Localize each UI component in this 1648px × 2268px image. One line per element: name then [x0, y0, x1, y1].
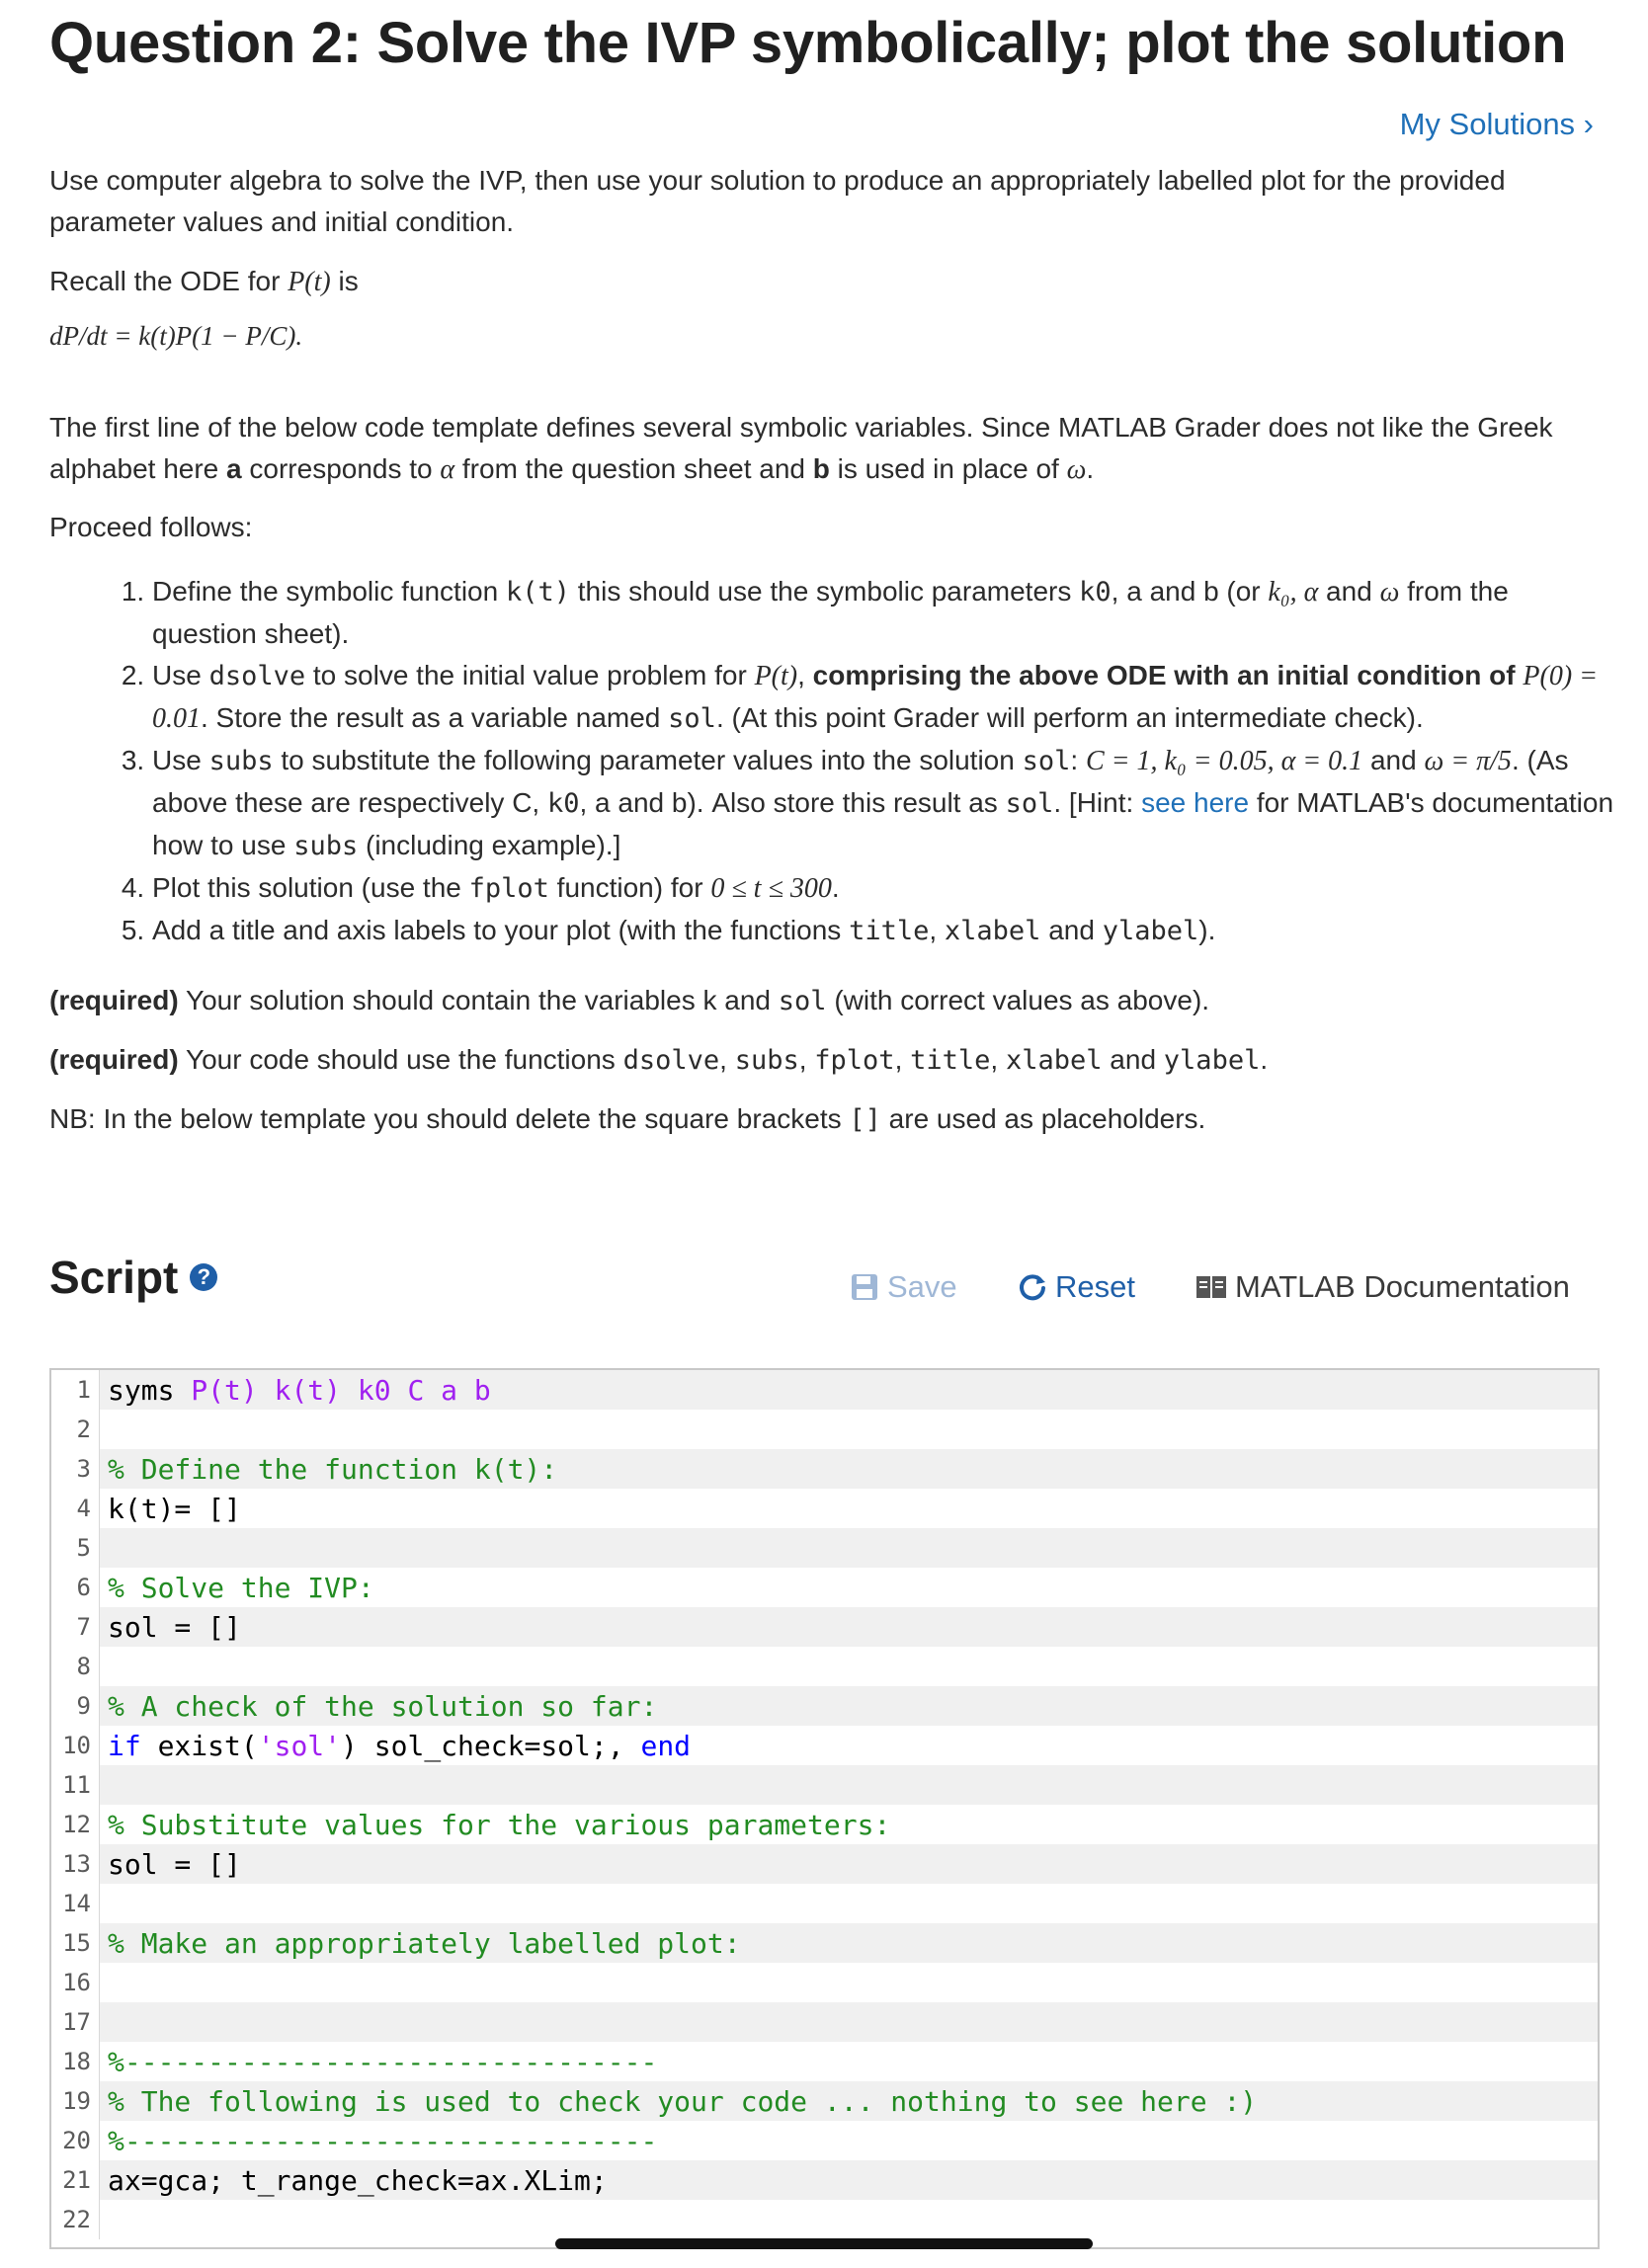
- reset-arrow-icon: [1018, 1272, 1047, 1302]
- code-text[interactable]: [100, 1927, 741, 1960]
- code-line[interactable]: [51, 1726, 1598, 1765]
- code-line[interactable]: [51, 1607, 1598, 1647]
- line-number: 7: [51, 1607, 100, 1647]
- code-token: 'sol': [257, 1729, 342, 1762]
- recall-suffix: is: [330, 266, 359, 296]
- reset-label: Reset: [1055, 1269, 1135, 1304]
- code-text[interactable]: [100, 2125, 657, 2157]
- scroll-indicator: [555, 2238, 1093, 2249]
- code-token: end: [640, 1729, 692, 1762]
- step-1: 1. Define the symbolic function k(t) this should use the symbolic parameters k0, a and b (or k₀, α and ω from the question sheet).: [152, 571, 1614, 655]
- code-line[interactable]: [51, 1647, 1598, 1686]
- code-line[interactable]: [51, 2042, 1598, 2081]
- greek-note-text: corresponds to: [241, 453, 441, 484]
- see-here-link[interactable]: see here: [1141, 787, 1250, 818]
- line-number: 9: [51, 1686, 100, 1726]
- line-number: 11: [51, 1765, 100, 1805]
- code-token: % Define the function k(t):: [108, 1452, 558, 1486]
- code-editor[interactable]: [49, 1368, 1600, 2249]
- greek-note: [49, 407, 1591, 491]
- code-token: % The following is used to check your code ... nothing to see here :): [108, 2084, 1258, 2118]
- code-line[interactable]: [51, 2200, 1598, 2239]
- code-token: ) sol_check=sol;,: [341, 1729, 641, 1762]
- requirement-1: (required) Your solution should contain the variables k and sol (with correct values as above).: [49, 985, 1210, 1016]
- greek-note-text: The first line of the below code template defines several symbolic variables. Since MATLAB Grader does not like the Greek alphabet here: [49, 412, 1553, 484]
- code-text[interactable]: [100, 1493, 241, 1525]
- line-number: 17: [51, 2002, 100, 2042]
- code-token: % Substitute values for the various parameters:: [108, 1808, 891, 1841]
- page-title: Question 2: Solve the IVP symbolically; plot the solution: [49, 11, 1567, 75]
- code-text[interactable]: [100, 1848, 241, 1881]
- line-number: 20: [51, 2121, 100, 2160]
- code-text[interactable]: [100, 2046, 657, 2078]
- step-4: 4. Plot this solution (use the fplot function) for 0 ≤ t ≤ 300.: [152, 867, 1614, 910]
- code-line[interactable]: [51, 1844, 1598, 1884]
- code-token: % A check of the solution so far:: [108, 1689, 658, 1723]
- line-number: 21: [51, 2160, 100, 2200]
- code-token: k(t)= []: [108, 1492, 241, 1525]
- line-number: 6: [51, 1568, 100, 1607]
- code-text[interactable]: [100, 1809, 890, 1841]
- code-token: ax=gca; t_range_check=ax.XLim;: [108, 2163, 608, 2197]
- code-line[interactable]: [51, 2160, 1598, 2200]
- line-number: 16: [51, 1963, 100, 2002]
- code-text[interactable]: [100, 1690, 657, 1723]
- line-number: 22: [51, 2200, 100, 2239]
- alpha-symbol: α: [440, 454, 455, 485]
- my-solutions-link[interactable]: My Solutions ›: [1399, 107, 1594, 141]
- book-icon: [1195, 1273, 1227, 1301]
- code-line[interactable]: [51, 1528, 1598, 1568]
- code-token: %--------------------------------: [108, 2124, 658, 2157]
- code-line[interactable]: [51, 1410, 1598, 1449]
- line-number: 14: [51, 1884, 100, 1923]
- script-heading: [49, 1251, 217, 1304]
- code-line[interactable]: [51, 1568, 1598, 1607]
- greek-a: a: [226, 453, 242, 484]
- step-5: 5. Add a title and axis labels to your plot (with the functions title, xlabel and ylabel).: [152, 910, 1614, 952]
- matlab-documentation-button[interactable]: [1195, 1269, 1570, 1305]
- code-line[interactable]: [51, 2002, 1598, 2042]
- nb-note: NB: In the below template you should delete the square brackets [] are used as placeholders.: [49, 1103, 1206, 1135]
- line-number: 4: [51, 1489, 100, 1528]
- code-text[interactable]: [100, 1453, 557, 1486]
- code-text[interactable]: [100, 1374, 491, 1407]
- code-token: %--------------------------------: [108, 2045, 658, 2078]
- code-token: if: [108, 1729, 141, 1762]
- code-line[interactable]: [51, 1923, 1598, 1963]
- line-number: 3: [51, 1449, 100, 1489]
- greek-note-text: is used in place of: [829, 453, 1067, 484]
- requirement-2: (required) Your code should use the functions dsolve, subs, fplot, title, xlabel and ylabel.: [49, 1044, 1269, 1076]
- recall-line: [49, 261, 359, 303]
- line-number: 13: [51, 1844, 100, 1884]
- proceed-label: Proceed follows:: [49, 512, 253, 542]
- code-line[interactable]: [51, 1489, 1598, 1528]
- ode-equation: dP/dt = k(t)P(1 − P/C).: [49, 321, 303, 351]
- code-line[interactable]: [51, 1449, 1598, 1489]
- greek-note-text: from the question sheet and: [454, 453, 813, 484]
- code-token: sol = []: [108, 1847, 241, 1881]
- code-token: P(t) k(t) k0 C a b: [191, 1373, 491, 1407]
- line-number: 18: [51, 2042, 100, 2081]
- code-line[interactable]: [51, 1370, 1598, 1410]
- line-number: 5: [51, 1528, 100, 1568]
- code-token: % Make an appropriately labelled plot:: [108, 1926, 741, 1960]
- line-number: 12: [51, 1805, 100, 1844]
- step-3: 3. Use subs to substitute the following parameter values into the solution sol: C = 1, k₀ = 0.05, α = 0.1 and ω = π/5. (As above these are respectively C, k0, a and b). Also store this result as sol. [Hint: see here for MATLAB's documentation how to use subs (including example).]: [152, 740, 1614, 867]
- recall-var: P(t): [288, 267, 331, 297]
- code-token: syms: [108, 1373, 192, 1407]
- code-token: % Solve the IVP:: [108, 1571, 374, 1604]
- code-token: exist(: [140, 1729, 258, 1762]
- step-2: 2. Use dsolve to solve the initial value problem for P(t), comprising the above ODE with an initial condition of P(0) = 0.01. Store the result as a variable named sol. (At this point Grader will perform an intermediate check).: [152, 655, 1614, 740]
- script-title: Script: [49, 1252, 179, 1303]
- code-text[interactable]: [100, 2085, 1257, 2118]
- reset-button[interactable]: [1018, 1269, 1135, 1305]
- code-line[interactable]: [51, 1765, 1598, 1805]
- code-line[interactable]: [51, 1805, 1598, 1844]
- greek-note-text: .: [1086, 453, 1095, 484]
- line-number: 19: [51, 2081, 100, 2121]
- code-line[interactable]: [51, 1963, 1598, 2002]
- code-line[interactable]: [51, 1884, 1598, 1923]
- code-line[interactable]: [51, 2081, 1598, 2121]
- code-text[interactable]: [100, 1572, 374, 1604]
- intro-paragraph: Use computer algebra to solve the IVP, then use your solution to produce an appropriately labelled plot for the provided parameter values and initial condition.: [49, 165, 1506, 237]
- code-text[interactable]: [100, 1730, 691, 1762]
- line-number: 15: [51, 1923, 100, 1963]
- save-label: Save: [887, 1269, 957, 1304]
- help-icon[interactable]: ?: [190, 1263, 217, 1291]
- code-token: sol = []: [108, 1610, 241, 1644]
- code-text[interactable]: [100, 2164, 608, 2197]
- code-line[interactable]: [51, 1686, 1598, 1726]
- greek-b: b: [812, 453, 830, 484]
- steps-list: [107, 571, 1614, 952]
- line-number: 10: [51, 1726, 100, 1765]
- floppy-disk-icon: [850, 1272, 879, 1302]
- code-line[interactable]: [51, 2121, 1598, 2160]
- line-number: 2: [51, 1410, 100, 1449]
- line-number: 8: [51, 1647, 100, 1686]
- line-number: 1: [51, 1370, 100, 1410]
- recall-prefix: Recall the ODE for: [49, 266, 288, 296]
- save-button[interactable]: [850, 1269, 957, 1305]
- omega-symbol: ω: [1066, 454, 1087, 485]
- code-text[interactable]: [100, 1611, 241, 1644]
- documentation-label: MATLAB Documentation: [1235, 1269, 1570, 1304]
